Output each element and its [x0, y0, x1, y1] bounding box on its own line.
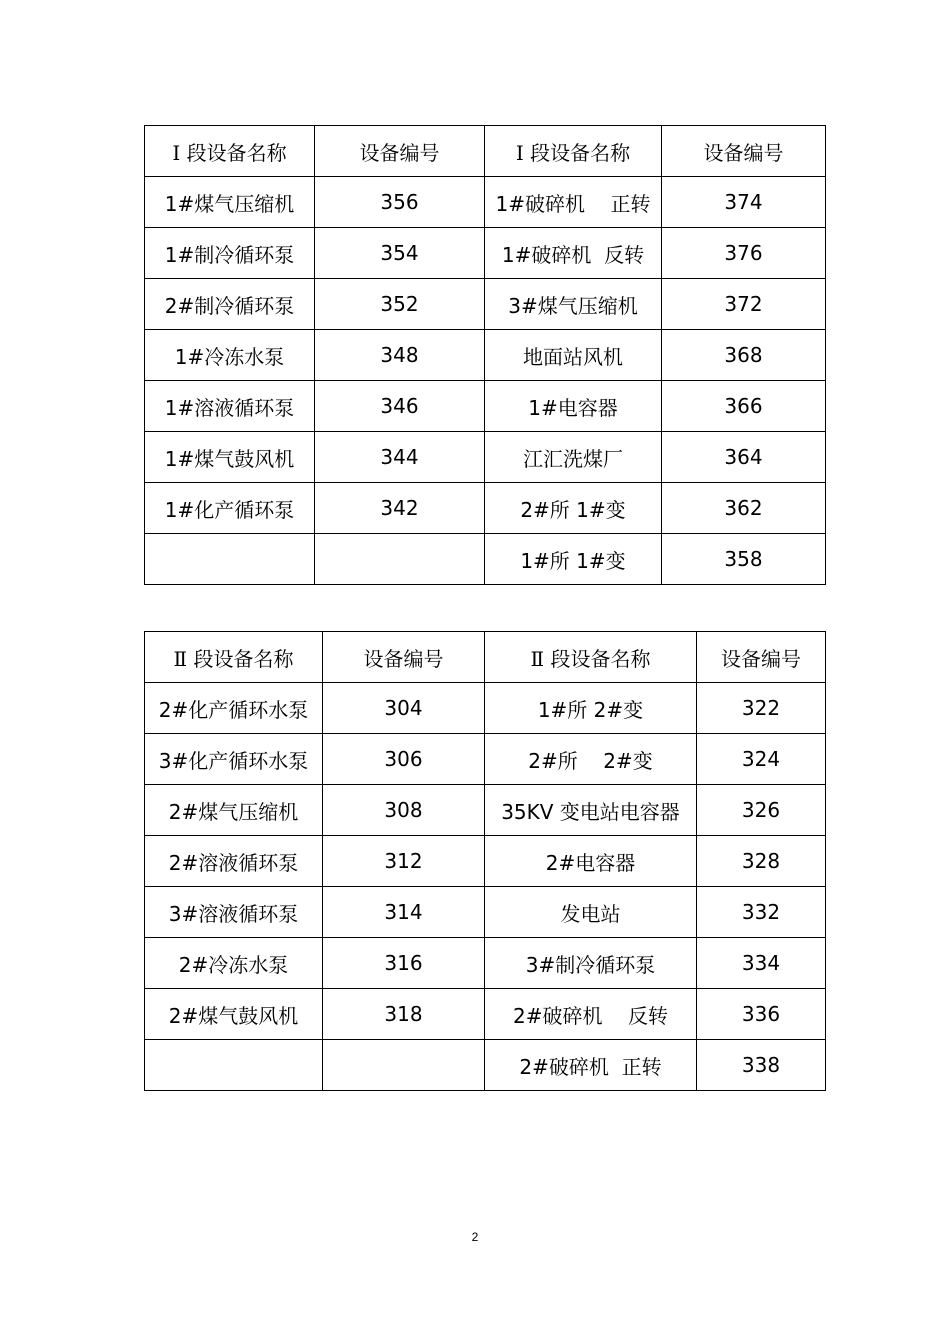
device-number-cell: 306 — [323, 734, 485, 785]
table-header-row — [145, 126, 826, 177]
device-number-cell: 332 — [697, 887, 826, 938]
device-name-cell: 2#煤气鼓风机 — [145, 989, 323, 1040]
device-number-cell: 324 — [697, 734, 826, 785]
device-name-cell: 1#破碎机 正转 — [485, 177, 662, 228]
header-device-name: Ⅰ 段设备名称 — [145, 126, 315, 177]
device-name-cell: 1#煤气压缩机 — [145, 177, 315, 228]
device-number-cell: 342 — [315, 483, 485, 534]
device-number-cell: 346 — [315, 381, 485, 432]
device-number-cell: 308 — [323, 785, 485, 836]
header-device-number: 设备编号 — [662, 126, 826, 177]
device-number-cell: 354 — [315, 228, 485, 279]
device-name-cell: 2#溶液循环泵 — [145, 836, 323, 887]
device-name-cell: 2#破碎机 正转 — [485, 1040, 697, 1091]
device-name-cell: 地面站风机 — [485, 330, 662, 381]
device-name-cell: 3#溶液循环泵 — [145, 887, 323, 938]
device-number-cell: 318 — [323, 989, 485, 1040]
device-name-cell — [145, 1040, 323, 1091]
device-name-cell — [145, 534, 315, 585]
device-name-cell: 1#冷冻水泵 — [145, 330, 315, 381]
device-name-cell: 2#电容器 — [485, 836, 697, 887]
device-name-cell: 2#破碎机 反转 — [485, 989, 697, 1040]
device-number-cell: 362 — [662, 483, 826, 534]
device-number-cell: 368 — [662, 330, 826, 381]
device-name-cell: 1#所 2#变 — [485, 683, 697, 734]
device-name-cell: 1#溶液循环泵 — [145, 381, 315, 432]
device-number-cell: 376 — [662, 228, 826, 279]
device-number-cell: 348 — [315, 330, 485, 381]
device-number-cell: 372 — [662, 279, 826, 330]
table-row — [145, 432, 826, 483]
header-device-number: 设备编号 — [323, 632, 485, 683]
table-row — [145, 989, 826, 1040]
device-name-cell: 2#所 2#变 — [485, 734, 697, 785]
table-row — [145, 228, 826, 279]
device-number-cell: 334 — [697, 938, 826, 989]
device-number-cell: 356 — [315, 177, 485, 228]
device-number-cell: 326 — [697, 785, 826, 836]
device-name-cell: 1#煤气鼓风机 — [145, 432, 315, 483]
table-row — [145, 887, 826, 938]
device-name-cell: 2#所 1#变 — [485, 483, 662, 534]
device-number-cell: 374 — [662, 177, 826, 228]
section-2-equipment-table — [144, 631, 826, 1091]
page-number: 2 — [471, 1230, 479, 1244]
device-name-cell: 1#制冷循环泵 — [145, 228, 315, 279]
header-device-name: Ⅱ 段设备名称 — [145, 632, 323, 683]
device-name-cell: 1#破碎机 反转 — [485, 228, 662, 279]
table-row — [145, 279, 826, 330]
device-name-cell: 3#化产循环水泵 — [145, 734, 323, 785]
header-device-number: 设备编号 — [697, 632, 826, 683]
device-number-cell: 312 — [323, 836, 485, 887]
device-name-cell: 1#电容器 — [485, 381, 662, 432]
table-row — [145, 177, 826, 228]
device-number-cell: 352 — [315, 279, 485, 330]
device-number-cell: 322 — [697, 683, 826, 734]
header-device-name: Ⅰ 段设备名称 — [485, 126, 662, 177]
table-row — [145, 938, 826, 989]
device-name-cell: 2#煤气压缩机 — [145, 785, 323, 836]
table-row — [145, 330, 826, 381]
header-device-number: 设备编号 — [315, 126, 485, 177]
table-row — [145, 785, 826, 836]
device-name-cell: 1#所 1#变 — [485, 534, 662, 585]
device-name-cell: 1#化产循环泵 — [145, 483, 315, 534]
table-row — [145, 734, 826, 785]
device-number-cell: 336 — [697, 989, 826, 1040]
device-number-cell: 304 — [323, 683, 485, 734]
device-number-cell: 314 — [323, 887, 485, 938]
table-row — [145, 1040, 826, 1091]
device-name-cell: 3#煤气压缩机 — [485, 279, 662, 330]
table-row — [145, 381, 826, 432]
device-number-cell — [323, 1040, 485, 1091]
device-number-cell: 358 — [662, 534, 826, 585]
device-number-cell: 344 — [315, 432, 485, 483]
device-name-cell: 3#制冷循环泵 — [485, 938, 697, 989]
table-row — [145, 683, 826, 734]
table-row — [145, 836, 826, 887]
device-number-cell: 364 — [662, 432, 826, 483]
table-header-row — [145, 632, 826, 683]
device-name-cell: 2#化产循环水泵 — [145, 683, 323, 734]
device-name-cell: 2#冷冻水泵 — [145, 938, 323, 989]
table-row — [145, 534, 826, 585]
device-name-cell: 2#制冷循环泵 — [145, 279, 315, 330]
device-name-cell: 35KV 变电站电容器 — [485, 785, 697, 836]
device-number-cell: 316 — [323, 938, 485, 989]
section-1-equipment-table — [144, 125, 826, 585]
device-name-cell: 发电站 — [485, 887, 697, 938]
device-number-cell — [315, 534, 485, 585]
device-number-cell: 366 — [662, 381, 826, 432]
header-device-name: Ⅱ 段设备名称 — [485, 632, 697, 683]
device-number-cell: 328 — [697, 836, 826, 887]
device-number-cell: 338 — [697, 1040, 826, 1091]
device-name-cell: 江汇洗煤厂 — [485, 432, 662, 483]
table-row — [145, 483, 826, 534]
